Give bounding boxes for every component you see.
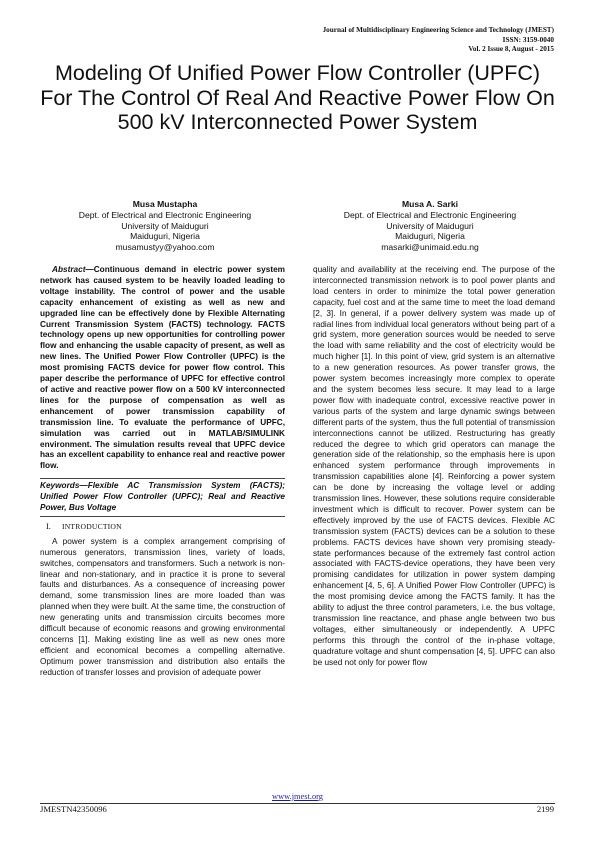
keywords-box xyxy=(40,478,285,517)
author-email: masarki@unimaid.edu.ng xyxy=(381,242,479,253)
right-column xyxy=(313,265,555,669)
author-university: University of Maiduguri xyxy=(121,220,209,231)
intro-paragraph-left: A power system is a complex arrangement comprising of numerous generators, transmission lines, variety of loads, switches, compensators and transformers. Such a network is non-linear and non-stationary, and in practice it is prone to several faults and disturbances. As a consequence of increasing power demand, some transmission lines are more loaded than was planned when they were built. At the same time, the construction of new generating units and transmission circuits becomes more difficult because of economic reasons and growing environmental concerns [1]. Making existing line as well as new ones more efficient and economical becomes a compelling alternative. Optimum power transmission and distribution also entails the reduction of transfer losses and provision of adequate power xyxy=(40,536,285,677)
paper-title: Modeling Of Unified Power Flow Controller (UPFC) For The Control Of Real And Reactive Power Flow On 500 kV Interconnected Power System xyxy=(40,61,555,135)
author-name: Musa A. Sarki xyxy=(401,199,459,209)
abstract-label: Abstract— xyxy=(52,265,94,274)
abstract-text: Continuous demand in electric power system network has caused system to be heavily loaded leading to voltage instability. The control of power and the usable capacity enhancement of existing as well as new and upgraded line can be effectively done by Flexible Alternating Current Transmission System (FACTS) technology. FACTS technology opens up new opportunities for controlling power flow and enhancing the usable capacity of present, as well as new lines. The Unified Power Flow Controller (UPFC) is the most promising FACTS device for power flow control. This paper describe the performance of UPFC for effective control of active and reactive power flow on a 500 kV interconnected lines for the purpose of compensation as well as enhancement of power transmission capability of transmission line. To evaluate the performance of UPFC, simulation was carried out in MATLAB/SIMULINK environment. The simulation results reveal that UPFC device has an excellent capability to enhance real and reactive power flow. xyxy=(40,265,285,471)
abstract xyxy=(40,265,285,472)
footer-divider xyxy=(40,803,555,804)
footer-page-number: 2199 xyxy=(536,804,554,814)
author-dept: Dept. of Electrical and Electronic Engineering xyxy=(78,209,252,220)
author-block-2 xyxy=(305,199,555,253)
journal-header xyxy=(254,26,554,55)
author-email: musamustyy@yahoo.com xyxy=(115,242,215,253)
footer-url[interactable]: www.jmest.org xyxy=(272,792,323,801)
section-title: INTRODUCTION xyxy=(62,521,122,531)
journal-volume: Vol. 2 Issue 8, August - 2015 xyxy=(468,45,554,54)
journal-name: Journal of Multidisciplinary Engineering Science and Technology (JMEST) xyxy=(322,26,554,34)
section-number: I. xyxy=(46,521,51,531)
keywords-label: Keywords— xyxy=(40,481,88,491)
author-name: Musa Mustapha xyxy=(132,199,198,209)
journal-issn: ISSN: 3159-0040 xyxy=(502,35,554,44)
keywords-text: Flexible AC Transmission System (FACTS); Unified Power Flow Controller (UPFC); Real and Reactive Power, Bus Voltage xyxy=(40,481,285,513)
author-location: Maiduguri, Nigeria xyxy=(130,231,200,242)
author-block-1 xyxy=(40,199,290,253)
author-location: Maiduguri, Nigeria xyxy=(395,231,465,242)
author-dept: Dept. of Electrical and Electronic Engineering xyxy=(343,209,517,220)
author-university: University of Maiduguri xyxy=(386,220,474,231)
section-heading xyxy=(40,522,285,533)
left-column xyxy=(40,265,285,679)
keywords xyxy=(40,481,285,514)
intro-paragraph-right: quality and availability at the receiving end. The purpose of the interconnected transmission network is to pool power plants and load centers in order to minimize the total power generation capacity, fuel cost and at the same time to meet the load demand [2, 3]. In general, if a power delivery system was made up of radial lines from individual local generators without being part of a grid system, more generation sources would be needed to serve the load with same reliability and the cost of electricity would be much higher [1]. In this point of view, grid system is an alternative to a new generation resources. As power transfer grows, the power system becomes increasingly more complex to operate and the system becomes less secure. It may lead to a large power flow with inadequate control, excessive reactive power in various parts of the system and large dynamic swings between different parts of the system, thus the full potential of transmission interconnections cannot be utilized. Restructuring has greatly reduced the degree to which grid operators can manage the generation side of the relationship, so the emphasis here is upon enhanced system performance through improvements in transmission capabilities alone [4]. Reinforcing a power system can be done by increasing the voltage level or adding transmission lines. However, these solutions require considerable investment which is difficult to recover. Power system can be effectively improved by the use of FACTS devices. Flexible AC transmission system (FACTS) devices can be a solution to these problems. FACTS devices have shown very promising steady-state performances because of the extremely fast control action associated with FACTS-device operations, they have been very promising candidates for utilization in power system damping enhancement [4, 5, 6]. A Unified Power Flow Controller (UPFC) is the most promising device among the FACTS family. It has the ability to adjust the three control parameters, i.e. the bus voltage, transmission line reactance, and phase angle between two bus voltages, either simultaneously or independently. A UPFC performs this through the control of the in-phase voltage, quadrature voltage and shunt compensation [4, 5]. UPFC can also be used not only for power flow xyxy=(313,265,555,667)
footer-paper-id: JMESTN42350096 xyxy=(40,804,107,814)
